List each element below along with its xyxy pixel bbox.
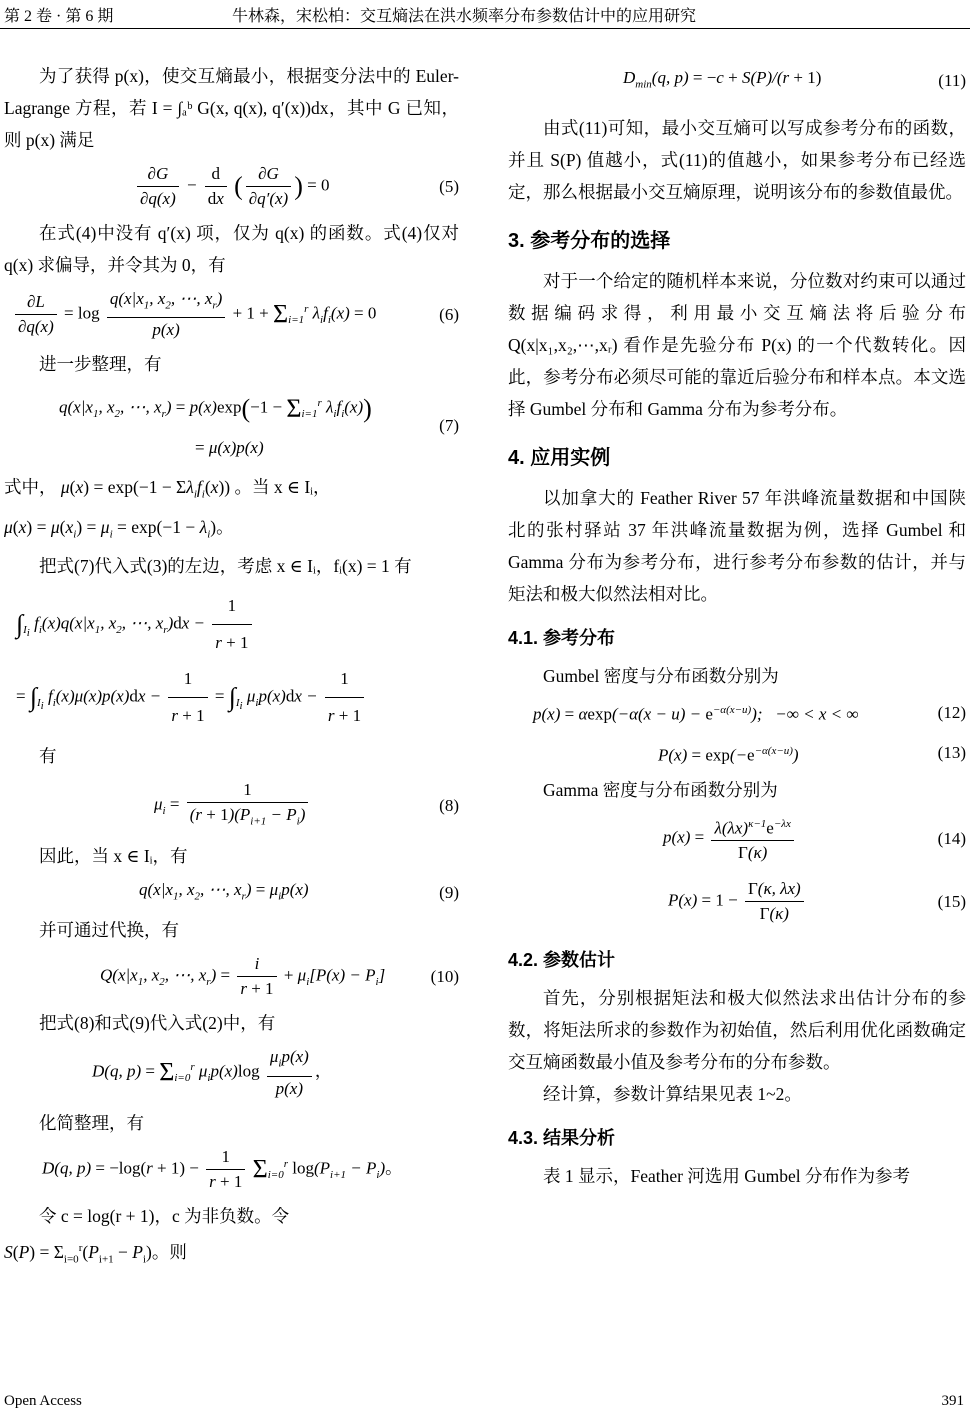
page-header [0,0,970,29]
equation-number: (10) [430,966,459,986]
equation-7: $q(x|x_1$, $x_2$, ⋯, $x_r) = p(x)\exp(-1 - \Sigma_{i=1}^r$ $\lambda_if_i(x)$) = μ(x)p(x) (7) [59,394,459,458]
equation-5: $\frac{\partial G}{\partial q(x)}$ − $\frac{d}{dx}$ ( $\frac{\partial G}{\partial q'(x)}$ ) = 0 (5) [4,156,459,217]
journal-issue: 第 2 卷 · 第 6 期 [4,8,114,25]
equation-number: (14) [937,828,966,848]
equation-9: $q(x|x_1$, $x_2$, ⋯, $x_r) = \mu_ip(x)$ (9) [4,872,459,914]
paragraph: 表 1 显示，Feather 河选用 Gumbel 分布作为参考 [543,1166,910,1187]
paragraph: 令 c = log(r + 1)，c 为非负数。令 $S(P) = \Sigma_{i=0}^r(P_{i+1} - P_i)$。则 [4,1205,290,1265]
equation-number: (7) [439,415,459,435]
left-column [4,60,459,1275]
paragraph: 为了获得 p(x)，使交互熵最小，根据变分法中的 Euler-Lagrange 方程，若 I = ∫ₐᵇ G(x, q(x), q′(x))dx，其中 G 已知，则 p(x) 满足 [4,66,459,150]
page-number: 391 [941,1393,964,1409]
paragraph: 对于一个给定的随机样本来说，分位数对约束可以通过数据编码求得，利用最小交互熵法将后验分布 Q(x|x₁,x₂,⋯,xᵣ) 看作是先验分布 P(x) 的一个代数转化。因此，参考分布必须尽可能的靠近后验分布和样本点。本文选择 Gumbel 分布和 Gamma 分布为参考分布。 [508,271,966,420]
paragraph: 由式(11)可知，最小交互熵可以写成参考分布的函数，并且 S(P) 值越小，式(11)的值越小，如果参考分布已经选定，那么根据最小交互熵原理，说明该分布的参数值最优。 [508,118,966,203]
equation-D: D(q, $p) = \Sigma_{i=0}^r$ $\mu_ip(x)\log$ $\frac{\mu_ip(x)}{p(x)}$ ， [92,1047,332,1098]
equation-14: p(x) = $\frac{\lambda(\lambda x)^{\kappa-1}e^{-\lambda x}}{\Gamma(\kappa)}$ (14) [508,806,966,872]
equation-13: $P(x) = \exp(-e^{-\alpha(x-u)})$ (13) [658,743,966,765]
equation-number: (11) [938,71,966,91]
equation-15: P(x) = 1 − $\frac{\Gamma(\kappa, \lambda x)}{\Gamma(\kappa)}$ (15) [668,879,966,924]
section-heading: 3. 参考分布的选择 [508,230,671,253]
paragraph: 化简整理，有 [39,1112,144,1133]
paragraph: 把式(8)和式(9)代入式(2)中，有 [39,1013,276,1034]
paragraph: 以加拿大的 Feather River 57 年洪峰流量数据和中国陕北的张村驿站 37 年洪峰流量数据为例，选择 Gumbel 和 Gamma 分布为参考分布，进行参考分布参数的估计，并与矩法和极大似然法相对比。 [508,488,966,605]
equation-number: (15) [937,891,966,911]
subsection-heading: 4.3. 结果分析 [508,1128,616,1149]
paragraph: 在式(4)中没有 q′(x) 项，仅为 q(x) 的函数。式(4)仅对 q(x) 求偏导，并令其为 0，有 [4,223,459,275]
section-heading: 4. 应用实例 [508,447,611,470]
equation-number: (8) [439,796,459,816]
paragraph: 有 [39,746,57,767]
equation-8: $\mu_i$ = $\frac{1}{(r + 1)(P_{i+1} - P_i)}$ (8) [154,780,459,828]
equation-integral: $\int_{I_i}$ $f_i(x)q(x|x_1$, $x_2$, ⋯, $x_r)dx$ − $\frac{1}{r + 1}$ = $\int_{I_i}$ $f_i(x)\mu(x)p(x)dx$ − $\frac{1}{r + 1}$ = $\int_{I_i}$ $\mu_ip(x)dx$ − $\frac{1}{r + 1}$ [4,582,459,740]
open-access-label: Open Access [4,1393,82,1409]
equation-number: (6) [439,304,459,324]
paragraph: Gamma 密度与分布函数分别为 [543,779,778,800]
paragraph: 进一步整理，有 [39,354,162,375]
equation-number: (13) [937,743,966,763]
paragraph: 式中， $\mu(x) = \exp(-1 - \Sigma\lambda_if_i(x))$ 。当 x ∈ Iᵢ， $\mu(x) = \mu(x_i) = \mu_i = \exp(-1 - \lambda_i)$。 [4,477,331,541]
running-title: 牛林森，宋松柏：交互熵法在洪水频率分布参数估计中的应用研究 [232,8,697,25]
paragraph: Gumbel 密度与分布函数分别为 [543,666,779,687]
equation-number: (12) [937,702,966,722]
paragraph: 首先，分别根据矩法和极大似然法求出估计分布的参数，将矩法所求的参数作为初始值，然后利用优化函数确定交互熵函数最小值及参考分布的分布参数。 [508,988,966,1073]
equation-number: (9) [439,883,459,903]
right-column [508,60,966,1192]
subsection-heading: 4.1. 参考分布 [508,628,616,649]
equation-11: $D_{min}(q$, p) = −c + S(P)/(r + 1) (11) [508,60,966,102]
paragraph: 因此，当 x ∈ Iᵢ，有 [39,845,188,866]
equation-D-simplified: D(q, p) = −log(r + 1) − $\frac{1}{r + 1}$ $\Sigma_{i=0}^r$ $\log(P_{i+1} - P_i)$。 [42,1146,403,1191]
paragraph: 经计算，参数计算结果见表 1~2。 [543,1084,802,1105]
subsection-heading: 4.2. 参数估计 [508,950,616,971]
equation-12: $p(x) = \alpha\exp(-\alpha(x - u) - e^{-\alpha(x-u)})$; −∞ < x < ∞ (12) [533,702,966,725]
paragraph: 把式(7)代入式(3)的左边，考虑 x ∈ Iᵢ，fᵢ(x) = 1 有 [39,556,412,577]
equation-number: (5) [439,176,459,196]
equation-10: $Q(x|x_1$, $x_2$, ⋯, $x_r$) = $\frac{i}{r + 1}$ + $\mu_i[P(x) - P_i]$ (10) [100,954,459,999]
paragraph: 并可通过代换，有 [39,920,179,941]
equation-6: $\frac{\partial L}{\partial q(x)}$ = log $\frac{q(x|x_1, x_2, \cdots, x_r)}{p(x)}$ + $1 + \Sigma_{i=1}^r$ $\lambda_if_i(x) = 0$ (6) [4,281,459,348]
